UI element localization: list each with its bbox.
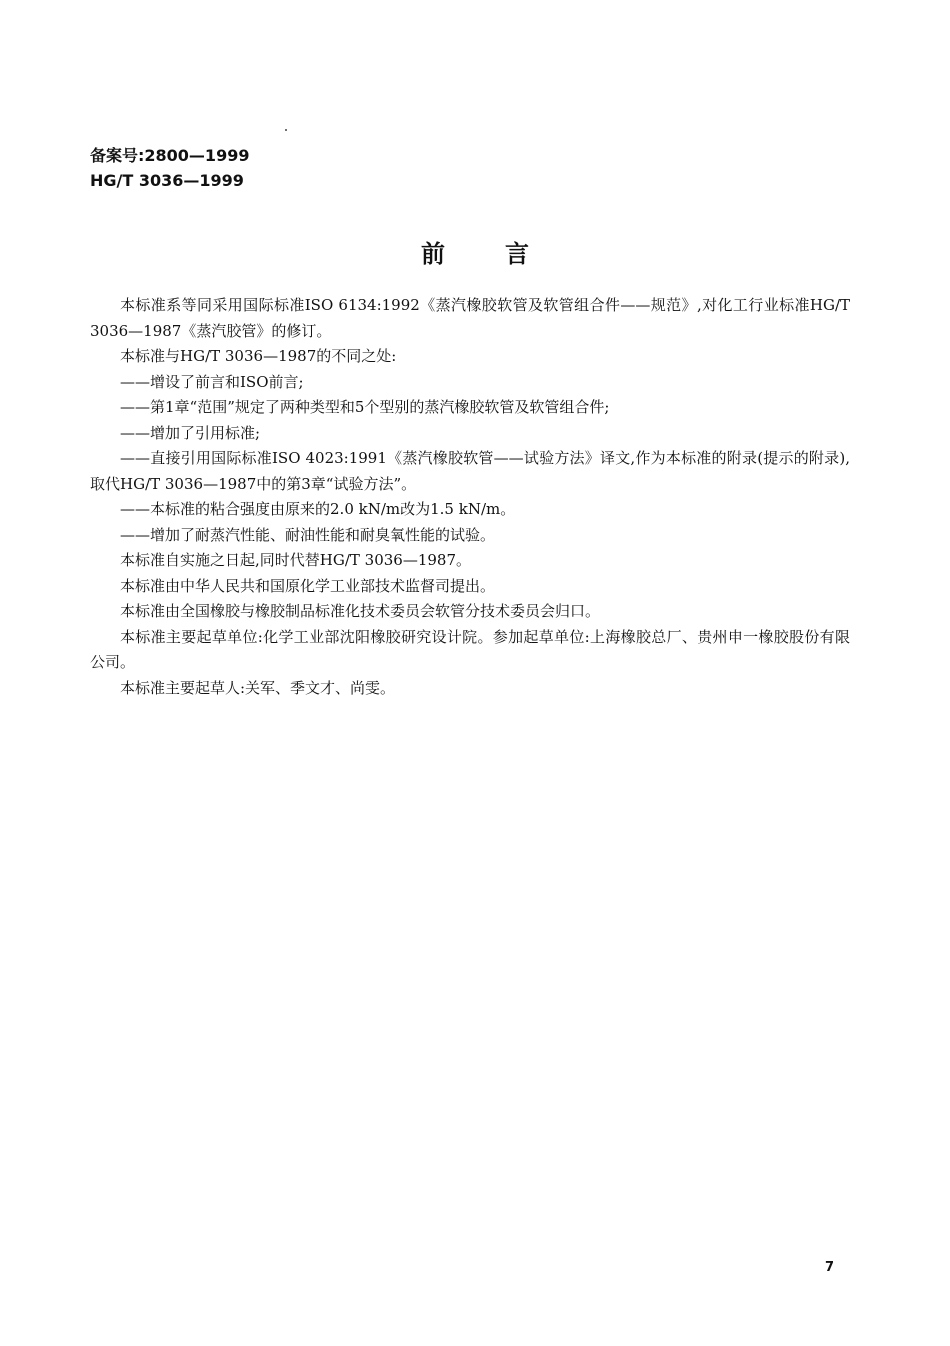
standard-code: HG/T 3036—1999	[90, 171, 244, 190]
paragraph: 本标准主要起草单位:化学工业部沈阳橡胶研究设计院。参加起草单位:上海橡胶总厂、贵州申一橡胶股份有限公司。	[90, 627, 850, 671]
paragraph: 本标准主要起草人:关军、季文才、尚雯。	[120, 678, 396, 697]
paragraph: 本标准由中华人民共和国原化学工业部技术监督司提出。	[120, 576, 496, 595]
list-item: ——本标准的粘合强度由原来的2.0 kN/m改为1.5 kN/m。	[120, 500, 516, 518]
paragraph: 本标准自实施之日起,同时代替HG/T 3036—1987。	[120, 551, 472, 569]
foreword-body	[90, 293, 850, 701]
list-item: ——第1章“范围”规定了两种类型和5个型别的蒸汽橡胶软管及软管组合件;	[120, 398, 610, 416]
paragraph: 本标准由全国橡胶与橡胶制品标准化技术委员会软管分技术委员会归口。	[120, 602, 601, 620]
paragraph: 本标准与HG/T 3036—1987的不同之处:	[120, 347, 397, 365]
list-item: ——增设了前言和ISO前言;	[120, 372, 304, 391]
filing-number: 备案号:2800—1999	[90, 146, 250, 165]
list-item: ——增加了引用标准;	[120, 423, 261, 442]
scan-speck	[285, 129, 287, 131]
list-item: ——直接引用国际标准ISO 4023:1991《蒸汽橡胶软管——试验方法》译文,作为本标准的附录(提示的附录),取代HG/T 3036—1987中的第3章“试验方法”。	[90, 449, 850, 493]
paragraph: 本标准系等同采用国际标准ISO 6134:1992《蒸汽橡胶软管及软管组合件——规范》,对化工行业标准HG/T 3036—1987《蒸汽胶管》的修订。	[90, 296, 850, 340]
page-number: 7	[825, 1260, 835, 1275]
page-title: 前言	[421, 240, 589, 268]
list-item: ——增加了耐蒸汽性能、耐油性能和耐臭氧性能的试验。	[120, 525, 496, 544]
